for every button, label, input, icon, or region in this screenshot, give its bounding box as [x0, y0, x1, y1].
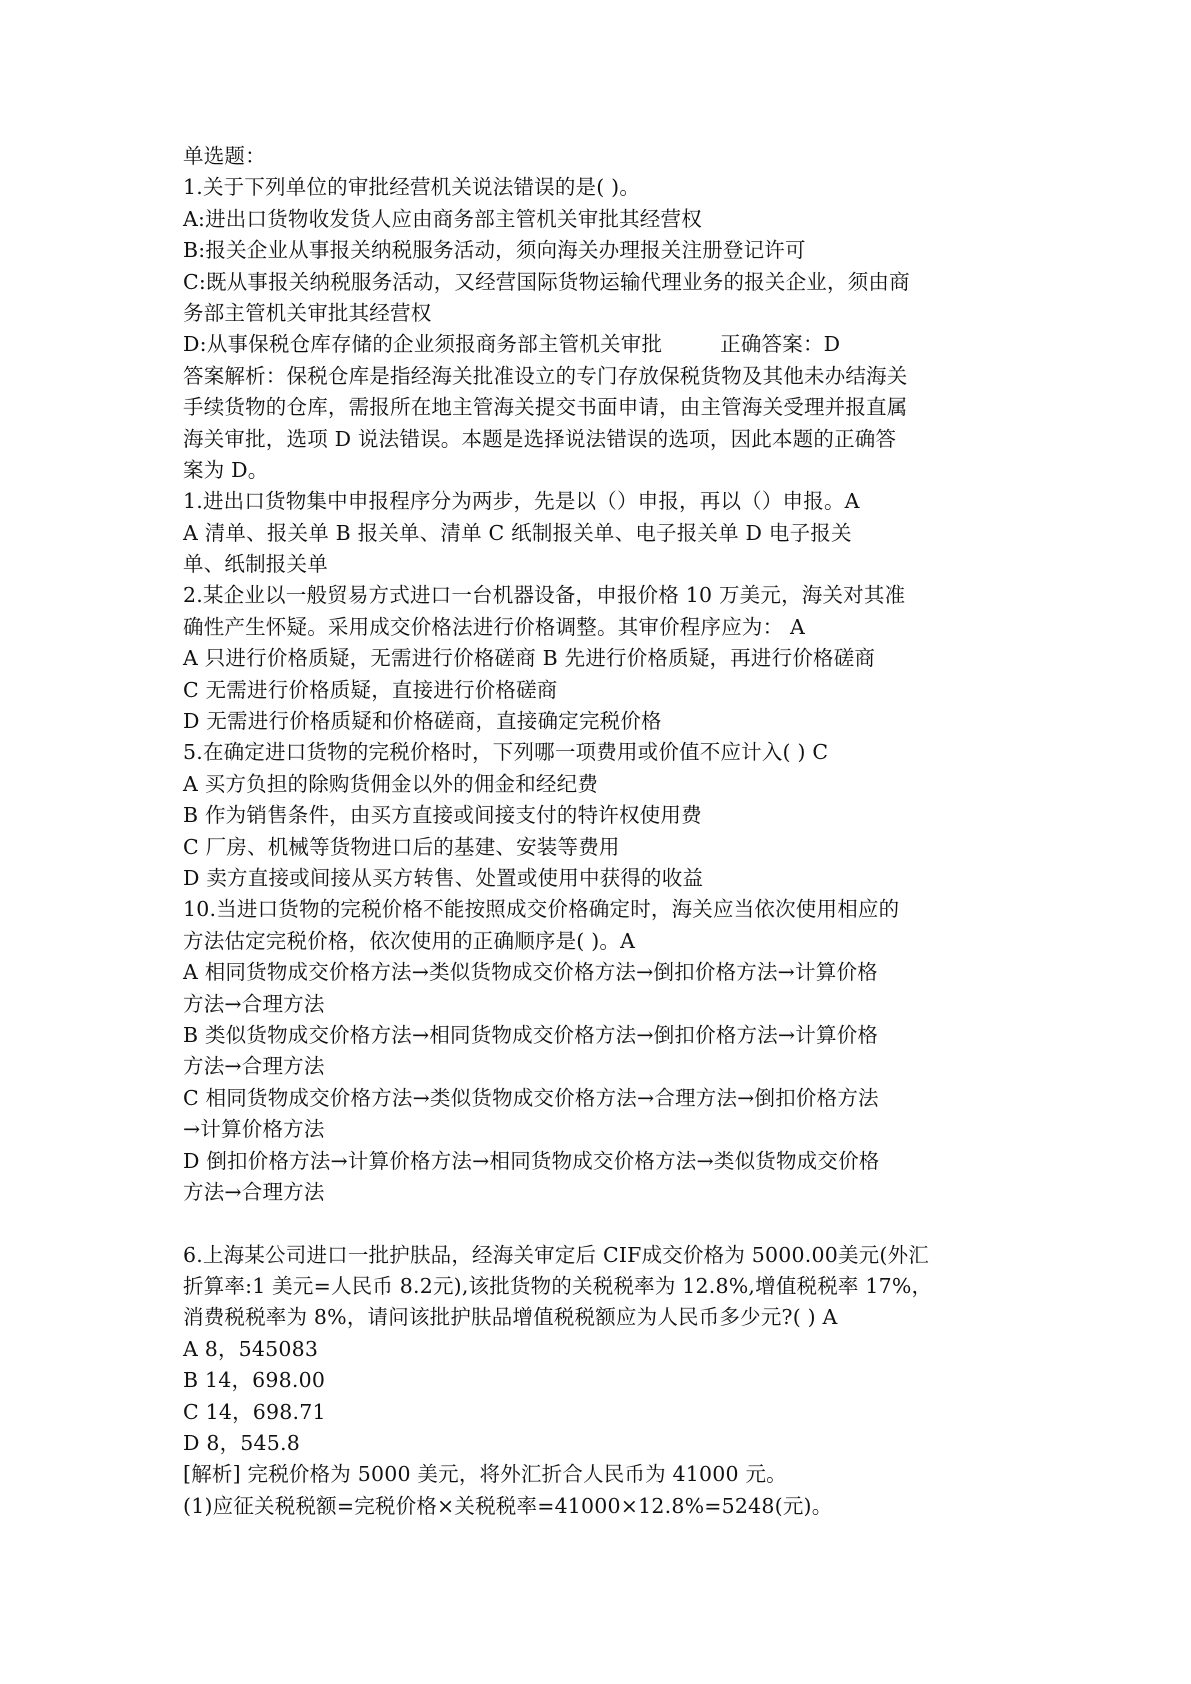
options-inline: A 清单、报关单 B 报关单、清单 C 纸制报关单、电子报关单 D 电子报关 — [183, 520, 852, 545]
options-inline-continued: 单、纸制报关单 — [183, 552, 328, 577]
calculation-step: (1)应征关税税额=完税价格×关税税率=41000×12.8%=5248(元)。 — [183, 1493, 833, 1518]
option-d: D:从事保税仓库存储的企业须报商务部主管机关审批 — [183, 332, 663, 357]
blank-line — [183, 1208, 1023, 1239]
option-c: C 相同货物成交价格方法→类似货物成交价格方法→合理方法→倒扣价格方法 — [183, 1085, 879, 1110]
question-stem: 2.某企业以一般贸易方式进口一台机器设备，申报价格 10 万美元，海关对其准 — [183, 583, 906, 608]
option-c-continued: 务部主管机关审批其经营权 — [183, 300, 432, 325]
options-a-b: A 只进行价格质疑，无需进行价格磋商 B 先进行价格质疑，再进行价格磋商 — [183, 646, 876, 671]
option-a: A:进出口货物收发货人应由商务部主管机关审批其经营权 — [183, 206, 702, 231]
section-heading: 单选题： — [183, 144, 266, 168]
option-b: B:报关企业从事报关纳税服务活动，须向海关办理报关注册登记许可 — [183, 238, 806, 263]
option-a-continued: 方法→合理方法 — [183, 991, 325, 1016]
option-b: B 类似货物成交价格方法→相同货物成交价格方法→倒扣价格方法→计算价格 — [183, 1022, 879, 1047]
question-stem: 6.上海某公司进口一批护肤品，经海关审定后 CIF成交价格为 5000.00美元(外汇 — [183, 1242, 929, 1267]
question-stem-continued: 消费税税率为 8%，请问该批护肤品增值税税额应为人民币多少元?( ) A — [183, 1305, 838, 1330]
answer-explanation: 手续货物的仓库，需报所在地主管海关提交书面申请，由主管海关受理并报直属 — [183, 395, 908, 420]
option-a: A 相同货物成交价格方法→类似货物成交价格方法→倒扣价格方法→计算价格 — [183, 960, 878, 985]
answer-explanation: 案为 D。 — [183, 457, 269, 482]
option-d-continued: 方法→合理方法 — [183, 1179, 325, 1204]
option-a: A 8，545083 — [183, 1336, 319, 1361]
correct-answer: 正确答案：D — [720, 332, 841, 357]
question-stem: 10.当进口货物的完税价格不能按照成交价格确定时，海关应当依次使用相应的 — [183, 897, 900, 922]
option-a: A 买方负担的除购货佣金以外的佣金和经纪费 — [183, 771, 599, 796]
option-c: C:既从事报关纳税服务活动，又经营国际货物运输代理业务的报关企业，须由商 — [183, 269, 910, 294]
question-stem-continued: 方法估定完税价格，依次使用的正确顺序是( )。A — [183, 928, 636, 953]
option-d: D 8，545.8 — [183, 1431, 300, 1456]
question-stem-continued: 确性产生怀疑。采用成交价格法进行价格调整。其审价程序应为： A — [183, 614, 806, 639]
question-stem: 1.进出口货物集中申报程序分为两步，先是以（）申报，再以（）申报。A — [183, 489, 860, 514]
answer-explanation: 海关审批，选项 D 说法错误。本题是选择说法错误的选项，因此本题的正确答 — [183, 426, 897, 451]
option-b: B 作为销售条件，由买方直接或间接支付的特许权使用费 — [183, 803, 702, 828]
option-d: D 倒扣价格方法→计算价格方法→相同货物成交价格方法→类似货物成交价格 — [183, 1148, 880, 1173]
document-page — [183, 141, 1023, 1522]
question-stem: 5.在确定进口货物的完税价格时，下列哪一项费用或价值不应计入( ) C — [183, 740, 829, 765]
option-c-continued: →计算价格方法 — [183, 1117, 325, 1142]
option-d: D 无需进行价格质疑和价格磋商，直接确定完税价格 — [183, 709, 662, 734]
option-b: B 14，698.00 — [183, 1368, 326, 1393]
option-c: C 14，698.71 — [183, 1399, 326, 1424]
answer-explanation: 答案解析：保税仓库是指经海关批准设立的专门存放保税货物及其他未办结海关 — [183, 363, 908, 388]
option-d: D 卖方直接或间接从买方转售、处置或使用中获得的收益 — [183, 865, 704, 890]
question-stem: 1.关于下列单位的审批经营机关说法错误的是( )。 — [183, 175, 641, 200]
question-stem-continued: 折算率:1 美元=人民币 8.2元),该批货物的关税税率为 12.8%,增值税税率 17%， — [183, 1274, 933, 1299]
option-d-line — [183, 329, 1023, 360]
answer-explanation: [解析] 完税价格为 5000 美元，将外汇折合人民币为 41000 元。 — [183, 1462, 787, 1487]
option-c: C 厂房、机械等货物进口后的基建、安装等费用 — [183, 834, 620, 859]
option-c: C 无需进行价格质疑，直接进行价格磋商 — [183, 677, 558, 702]
option-b-continued: 方法→合理方法 — [183, 1054, 325, 1079]
